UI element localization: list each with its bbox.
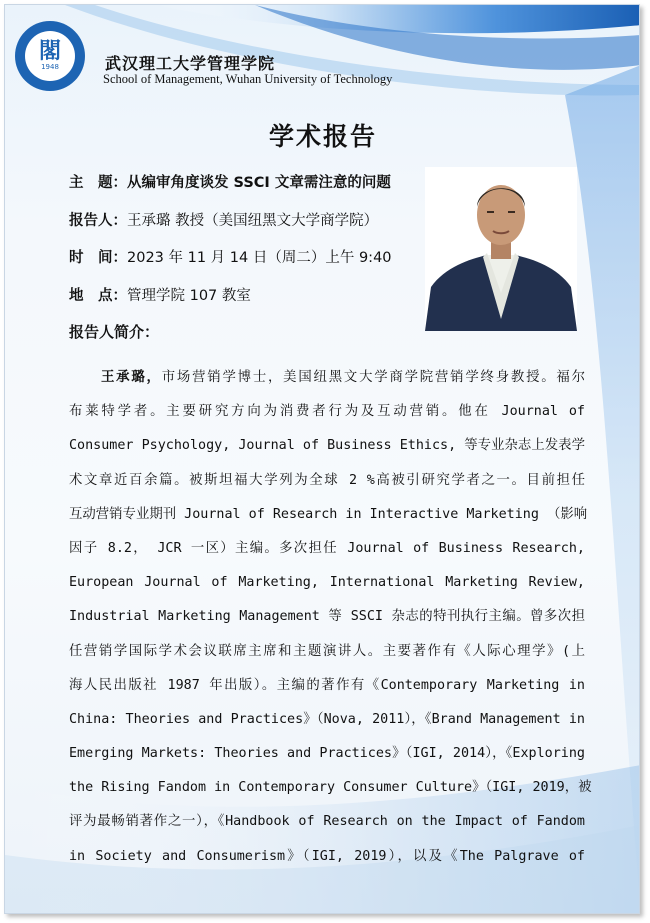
topic-value: 从编审角度谈发 SSCI 文章需注意的问题 xyxy=(127,175,391,191)
bio-line-text: 市场营销学博士，美国纽黑文大学商学院营销学终身教授。福尔 xyxy=(161,370,586,385)
seal-year: 1948 xyxy=(41,62,59,71)
speaker-photo xyxy=(425,167,577,331)
bio-line: 任营销学国际学术会议联席主席和主题演讲人。主要著作有《人际心理学》(上 xyxy=(69,643,585,659)
place-value: 管理学院 107 教室 xyxy=(127,288,251,304)
bio-line: 海人民出版社 1987 年出版）。主编的著作有《Contemporary Marketing in xyxy=(69,677,585,693)
speaker-value: 王承璐 教授（美国纽黑文大学商学院） xyxy=(127,213,379,229)
topic-label: 主 题： xyxy=(69,175,127,191)
bio-line: European Journal of Marketing, International Marketing Review, xyxy=(69,575,585,591)
school-name-en: School of Management, Wuhan University of Technology xyxy=(103,72,393,86)
bio-line: in Society and Consumerism》（IGI, 2019），以及《The Palgrave of xyxy=(69,848,585,864)
bio-line: the Rising Fandom in Contemporary Consumer Culture》（IGI, 2019，被 xyxy=(69,780,592,796)
place-label: 地 点： xyxy=(69,288,127,304)
speaker-portrait-icon xyxy=(425,167,577,331)
bio-line: 术文章近百余篇。被斯坦福大学列为全球 2 %高被引研究学者之一。目前担任 xyxy=(69,472,585,488)
bio-line: Industrial Marketing Management 等 SSCI 杂志的特刊执行主编。曾多次担 xyxy=(69,609,585,625)
bio-line: 布莱特学者。主要研究方向为消费者行为及互动营销。他在 Journal of xyxy=(69,404,585,420)
topic-row xyxy=(69,171,391,192)
bio-line: 因子 8.2， JCR 一区）主编。多次担任 Journal of Business Research, xyxy=(69,540,585,556)
seal-glyph: 閣 xyxy=(38,38,61,64)
bio-heading: 报告人简介： xyxy=(69,323,160,341)
seal-center xyxy=(25,31,75,81)
university-seal-icon xyxy=(15,21,85,91)
bio-line: China: Theories and Practices》（Nova, 2011），《Brand Management in xyxy=(69,711,585,727)
bio-line: 互动营销专业期刊 Journal of Research in Interactive Marketing （影响 xyxy=(69,506,588,522)
bio-name: 王承璐， xyxy=(101,370,162,385)
speaker-label: 报告人： xyxy=(69,213,127,229)
bio-text xyxy=(69,361,592,874)
bio-line: Emerging Markets: Theories and Practices》（IGI, 2014），《Exploring xyxy=(69,746,585,762)
bio-line: Consumer Psychology, Journal of Business Ethics, 等专业杂志上发表学 xyxy=(69,438,585,454)
place-row xyxy=(69,284,251,305)
time-row xyxy=(69,246,392,267)
poster xyxy=(4,4,640,914)
time-label: 时 间： xyxy=(69,250,127,266)
bio-line xyxy=(69,361,585,395)
speaker-row xyxy=(69,209,378,230)
bio-line: 评为最畅销著作之一），《Handbook of Research on the Impact of Fandom xyxy=(69,814,585,830)
time-value: 2023 年 11 月 14 日（周二）上午 9:40 xyxy=(127,250,392,266)
school-name-cn: 武汉理工大学管理学院 xyxy=(105,54,276,73)
report-title: 学术报告 xyxy=(268,122,377,151)
